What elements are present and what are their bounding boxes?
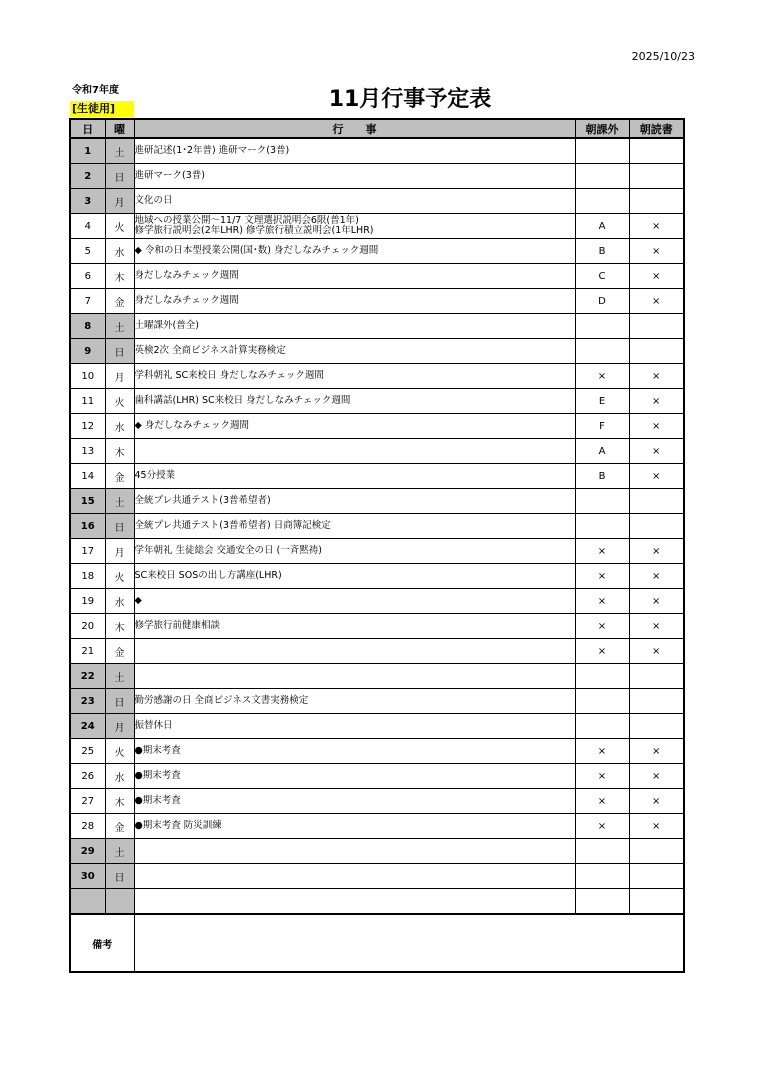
day-cell: 8 [70,314,105,339]
fiscal-year-label: 令和7年度 [72,85,119,96]
table-row [70,764,684,789]
event-text: 45分授業 [134,470,176,481]
morning-reading-cell: × [629,389,684,414]
table-row [70,664,684,689]
event-text: ●期末考査 [134,795,181,806]
blank-day-cell [70,889,105,915]
day-cell: 28 [70,814,105,839]
event-text: 土曜課外(普全) [134,320,199,331]
morning-extra-cell: A [575,214,629,239]
event-cell [134,289,575,314]
weekday-cell: 月 [105,539,134,564]
weekday-cell: 土 [105,839,134,864]
remarks-cell [134,914,684,972]
schedule-table [69,118,685,973]
table-row [70,138,684,164]
event-text: 進研マーク(3普) [134,170,205,181]
event-text: SC来校日 SOSの出し方講座(LHR) [134,570,282,581]
weekday-cell: 日 [105,689,134,714]
weekday-cell: 土 [105,489,134,514]
morning-reading-cell [629,489,684,514]
event-cell [134,214,575,239]
event-cell [134,314,575,339]
event-cell [134,639,575,664]
table-row [70,739,684,764]
day-cell: 10 [70,364,105,389]
morning-reading-cell: × [629,439,684,464]
event-text: 全統プレ共通テスト(3普希望者) [134,495,271,506]
morning-reading-cell: × [629,639,684,664]
weekday-cell: 日 [105,864,134,889]
day-cell: 26 [70,764,105,789]
table-row [70,164,684,189]
morning-reading-cell: × [629,289,684,314]
morning-extra-cell: × [575,589,629,614]
weekday-cell: 月 [105,364,134,389]
table-row [70,589,684,614]
morning-reading-cell: × [629,364,684,389]
morning-extra-cell: × [575,614,629,639]
table-row [70,314,684,339]
event-text: 文化の日 [134,195,173,206]
morning-extra-cell [575,839,629,864]
morning-extra-cell: × [575,739,629,764]
event-text: 全統プレ共通テスト(3普希望者) 日商簿記検定 [134,520,331,531]
event-cell [134,589,575,614]
morning-reading-cell: × [629,764,684,789]
weekday-cell: 金 [105,814,134,839]
morning-reading-cell: × [629,564,684,589]
day-cell: 23 [70,689,105,714]
morning-extra-cell [575,489,629,514]
day-cell: 15 [70,489,105,514]
day-cell: 7 [70,289,105,314]
event-cell [134,814,575,839]
schedule-body [70,138,684,889]
blank-morning-reading-cell [629,889,684,915]
morning-extra-cell: × [575,539,629,564]
event-text: ◆ 身だしなみチェック週間 [134,420,250,431]
weekday-cell: 月 [105,714,134,739]
day-cell: 9 [70,339,105,364]
event-cell [134,764,575,789]
morning-extra-cell [575,339,629,364]
morning-reading-cell: × [629,589,684,614]
day-cell: 2 [70,164,105,189]
morning-reading-cell [629,314,684,339]
day-cell: 5 [70,239,105,264]
event-cell [134,514,575,539]
event-text: 修学旅行前健康相談 [134,620,221,631]
table-row [70,689,684,714]
column-header-morning-reading: 朝読書 [629,119,684,138]
morning-reading-cell: × [629,614,684,639]
morning-reading-cell: × [629,539,684,564]
table-row [70,839,684,864]
table-row [70,639,684,664]
day-cell: 25 [70,739,105,764]
morning-reading-cell: × [629,214,684,239]
weekday-cell: 月 [105,189,134,214]
table-row [70,389,684,414]
remarks-row [70,914,684,972]
weekday-cell: 金 [105,464,134,489]
blank-row [70,889,684,915]
event-cell [134,164,575,189]
weekday-cell: 日 [105,514,134,539]
table-row [70,714,684,739]
table-row [70,489,684,514]
weekday-cell: 木 [105,789,134,814]
morning-extra-cell: D [575,289,629,314]
weekday-cell: 火 [105,739,134,764]
table-row [70,514,684,539]
morning-extra-cell [575,514,629,539]
table-header-row [70,119,684,138]
morning-reading-cell: × [629,464,684,489]
day-cell: 20 [70,614,105,639]
column-header-events: 行 事 [134,119,575,138]
event-text: 身だしなみチェック週間 [134,295,239,306]
table-row [70,789,684,814]
day-cell: 18 [70,564,105,589]
column-header-day: 日 [70,119,105,138]
table-row [70,414,684,439]
weekday-cell: 火 [105,214,134,239]
page-title: 11月行事予定表 [328,87,492,112]
table-row [70,214,684,239]
day-cell: 13 [70,439,105,464]
day-cell: 4 [70,214,105,239]
event-cell [134,189,575,214]
weekday-cell: 金 [105,639,134,664]
event-text: 進研記述(1･2年普) 進研マーク(3普) [134,145,290,156]
event-text: 学年朝礼 生徒総会 交通安全の日 (一斉黙祷) [134,545,322,556]
event-cell [134,414,575,439]
event-text: 学科朝礼 SC来校日 身だしなみチェック週間 [134,370,324,381]
morning-extra-cell [575,189,629,214]
event-cell [134,714,575,739]
day-cell: 27 [70,789,105,814]
morning-extra-cell: × [575,564,629,589]
morning-extra-cell: A [575,439,629,464]
morning-reading-cell [629,864,684,889]
weekday-cell: 日 [105,339,134,364]
day-cell: 19 [70,589,105,614]
event-cell [134,439,575,464]
weekday-cell: 木 [105,439,134,464]
day-cell: 6 [70,264,105,289]
morning-reading-cell: × [629,414,684,439]
event-cell [134,138,575,164]
table-row [70,364,684,389]
event-text: ◆ 令和の日本型授業公開(国･数) 身だしなみチェック週間 [134,245,379,256]
day-cell: 14 [70,464,105,489]
blank-event-cell [134,889,575,915]
day-cell: 21 [70,639,105,664]
morning-reading-cell: × [629,814,684,839]
weekday-cell: 土 [105,664,134,689]
event-cell [134,539,575,564]
event-text: ●期末考査 [134,745,181,756]
event-text: 勤労感謝の日 全商ビジネス文書実務検定 [134,695,309,706]
table-row [70,264,684,289]
weekday-cell: 日 [105,164,134,189]
audience-badge: [生徒用] [70,101,134,117]
event-cell [134,464,575,489]
weekday-cell: 水 [105,589,134,614]
morning-extra-cell: E [575,389,629,414]
day-cell: 24 [70,714,105,739]
event-cell [134,389,575,414]
blank-morning-extra-cell [575,889,629,915]
morning-reading-cell [629,664,684,689]
table-row [70,614,684,639]
weekday-cell: 土 [105,314,134,339]
morning-reading-cell [629,138,684,164]
morning-reading-cell: × [629,739,684,764]
morning-reading-cell [629,164,684,189]
event-cell [134,564,575,589]
morning-reading-cell [629,714,684,739]
morning-extra-cell [575,314,629,339]
event-text: 地域への授業公開～11/7 文理選択説明会6限(普1年) [134,215,359,226]
day-cell: 3 [70,189,105,214]
morning-extra-cell: B [575,464,629,489]
weekday-cell: 金 [105,289,134,314]
event-cell [134,364,575,389]
event-cell [134,689,575,714]
morning-reading-cell [629,339,684,364]
morning-extra-cell: B [575,239,629,264]
weekday-cell: 水 [105,239,134,264]
event-cell [134,739,575,764]
column-header-weekday: 曜 [105,119,134,138]
table-row [70,439,684,464]
table-row [70,814,684,839]
morning-reading-cell: × [629,789,684,814]
table-row [70,564,684,589]
event-cell [134,789,575,814]
weekday-cell: 火 [105,389,134,414]
morning-extra-cell: × [575,364,629,389]
morning-extra-cell [575,864,629,889]
day-cell: 1 [70,138,105,164]
table-row [70,239,684,264]
event-text: ●期末考査 [134,770,181,781]
table-row [70,539,684,564]
weekday-cell: 土 [105,138,134,164]
event-cell [134,864,575,889]
event-text: 振替休日 [134,720,173,731]
morning-extra-cell [575,164,629,189]
day-cell: 16 [70,514,105,539]
morning-extra-cell [575,664,629,689]
morning-extra-cell [575,689,629,714]
event-cell [134,239,575,264]
table-row [70,464,684,489]
table-row [70,864,684,889]
event-text: 英検2次 全商ビジネス計算実務検定 [134,345,286,356]
weekday-cell: 木 [105,614,134,639]
event-cell [134,839,575,864]
event-cell [134,614,575,639]
table-row [70,189,684,214]
weekday-cell: 水 [105,764,134,789]
morning-reading-cell [629,189,684,214]
day-cell: 17 [70,539,105,564]
blank-weekday-cell [105,889,134,915]
column-header-morning-extra: 朝課外 [575,119,629,138]
morning-extra-cell: × [575,639,629,664]
event-text: 歯科講話(LHR) SC来校日 身だしなみチェック週間 [134,395,351,406]
event-cell [134,264,575,289]
morning-reading-cell [629,689,684,714]
morning-extra-cell: × [575,789,629,814]
day-cell: 12 [70,414,105,439]
event-cell [134,664,575,689]
morning-reading-cell: × [629,264,684,289]
weekday-cell: 火 [105,564,134,589]
document-date: 2025/10/23 [631,50,695,63]
weekday-cell: 水 [105,414,134,439]
morning-extra-cell [575,138,629,164]
morning-reading-cell [629,839,684,864]
table-row [70,339,684,364]
event-text: 身だしなみチェック週間 [134,270,239,281]
morning-extra-cell: F [575,414,629,439]
day-cell: 29 [70,839,105,864]
morning-reading-cell [629,514,684,539]
day-cell: 30 [70,864,105,889]
morning-extra-cell: × [575,814,629,839]
remarks-label: 備考 [70,914,134,972]
event-text: 修学旅行説明会(2年LHR) 修学旅行積立説明会(1年LHR) [134,225,374,236]
morning-extra-cell: × [575,764,629,789]
morning-extra-cell [575,714,629,739]
morning-reading-cell: × [629,239,684,264]
table-row [70,289,684,314]
weekday-cell: 木 [105,264,134,289]
day-cell: 22 [70,664,105,689]
event-text: ●期末考査 防災訓練 [134,820,222,831]
day-cell: 11 [70,389,105,414]
event-cell [134,339,575,364]
event-cell [134,489,575,514]
event-text: ◆ [134,595,142,606]
morning-extra-cell: C [575,264,629,289]
